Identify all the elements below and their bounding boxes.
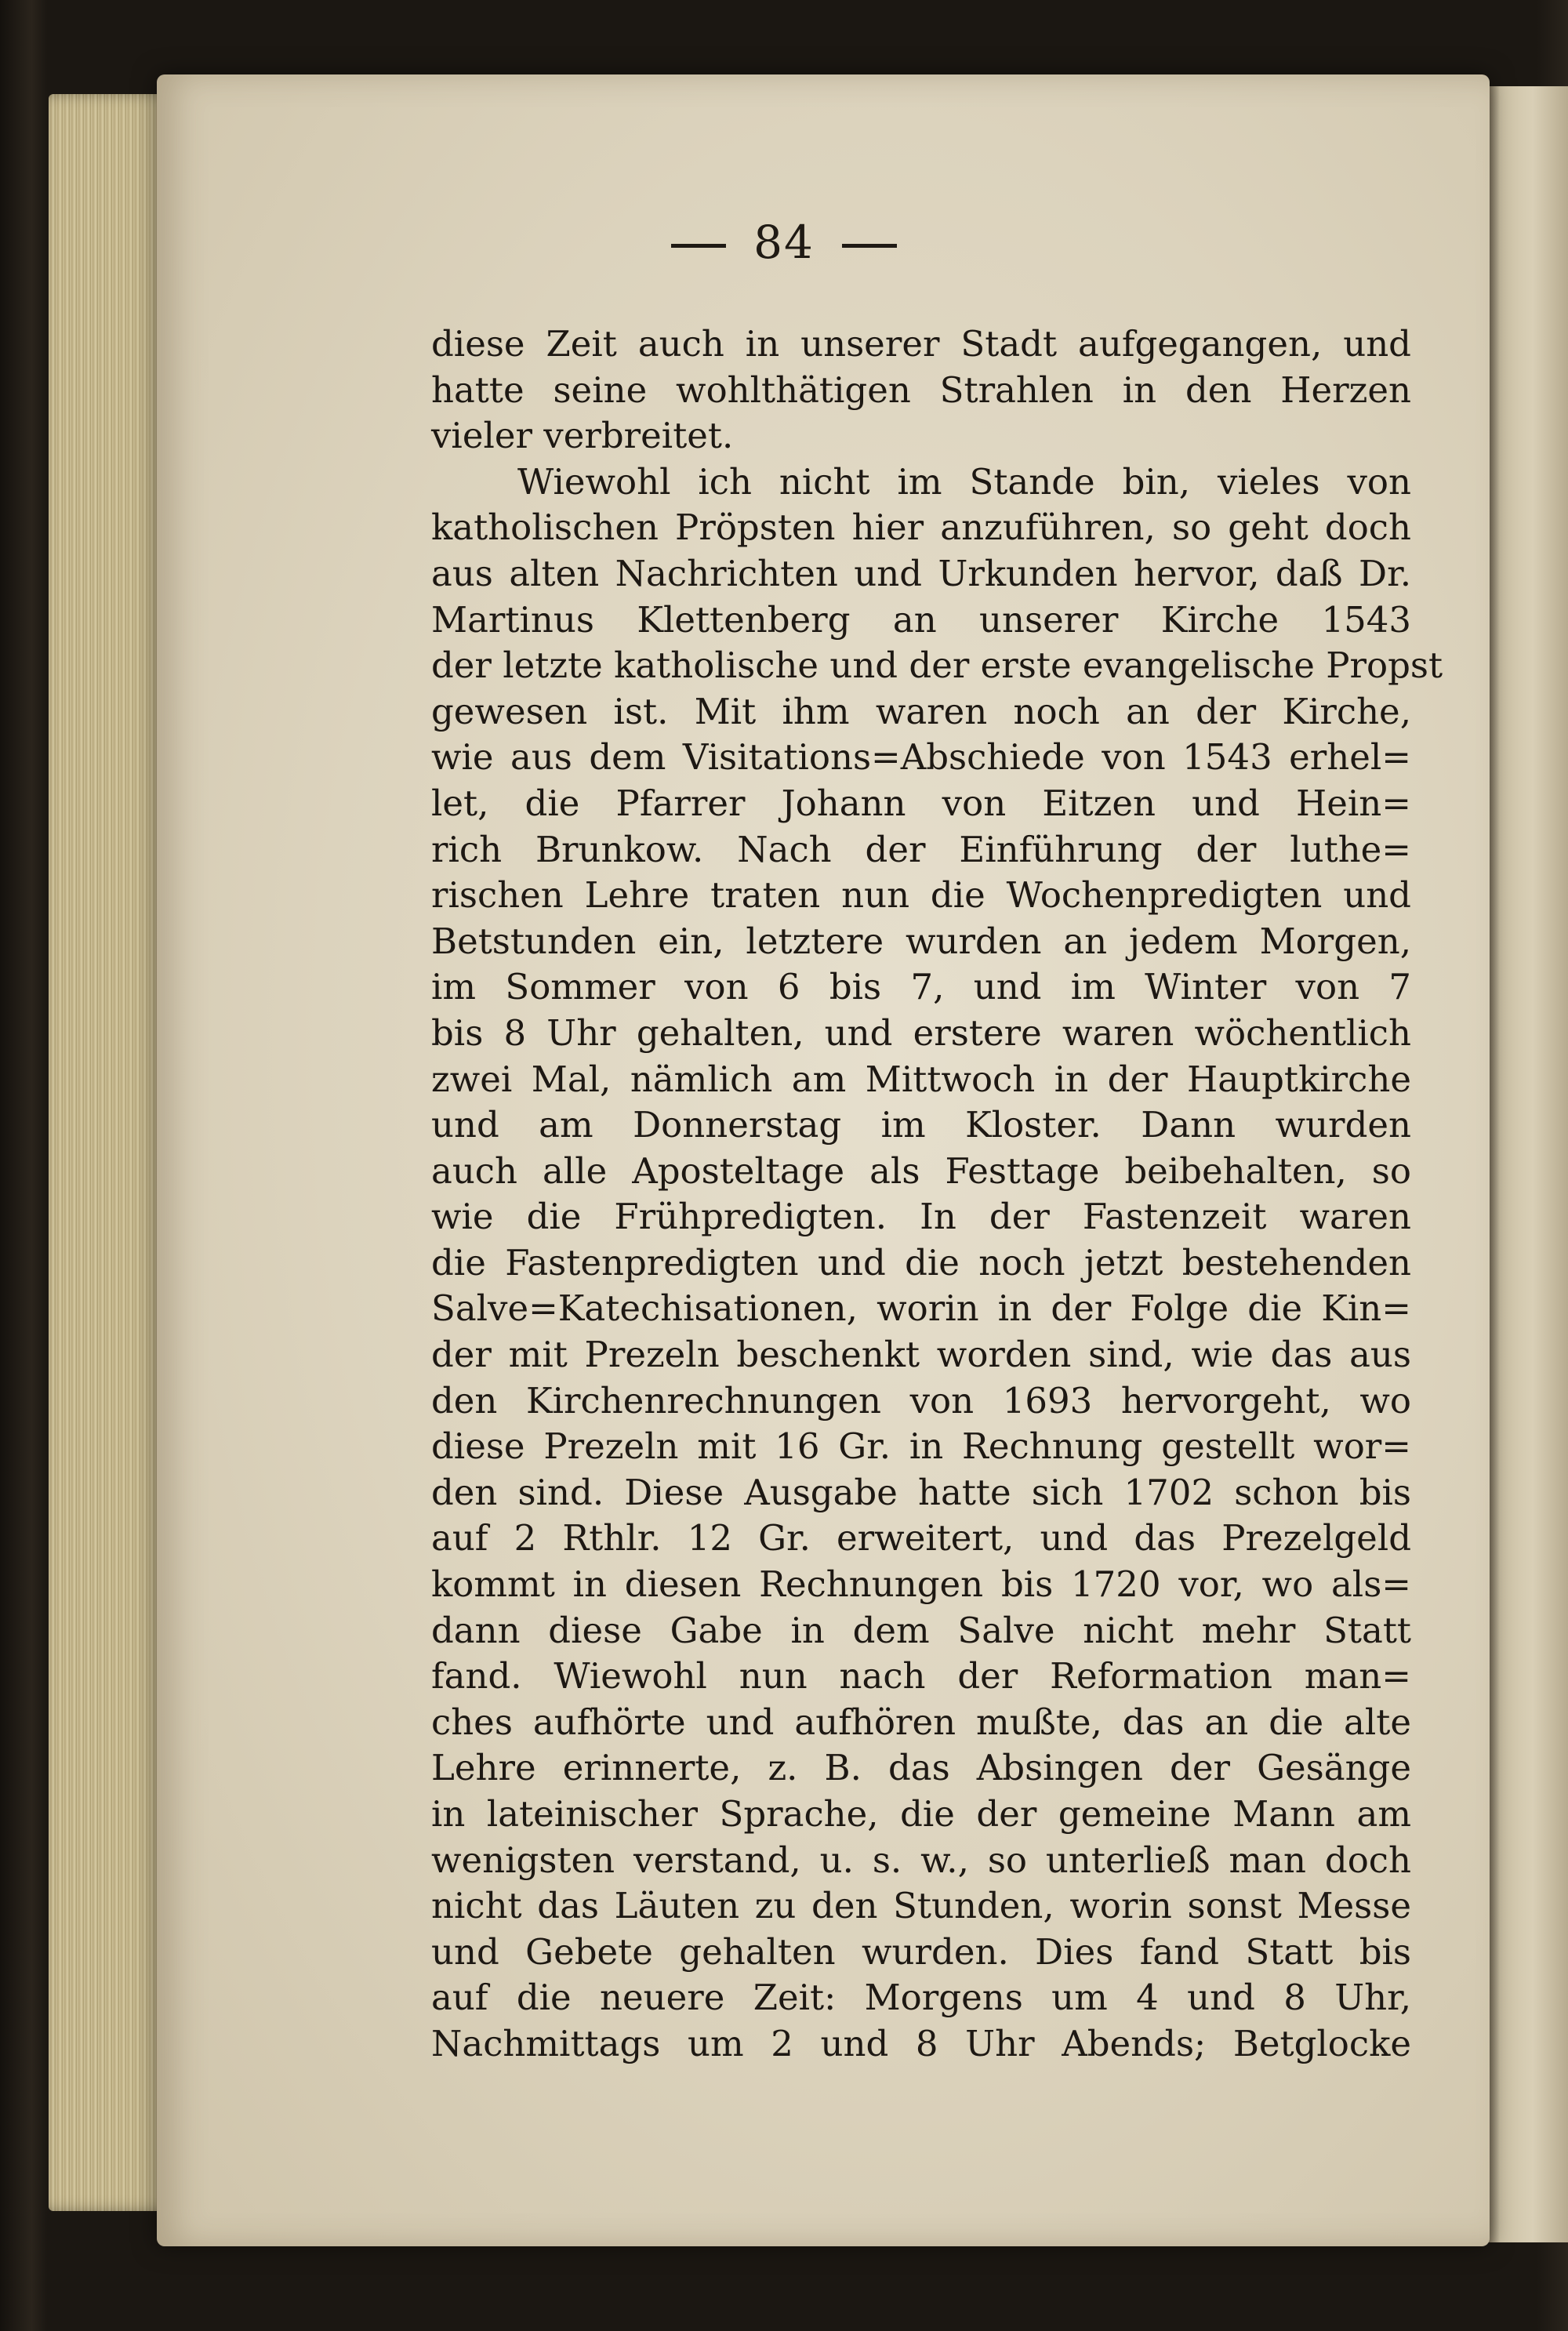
text-line: den sind. Diese Ausgabe hatte sich 1702 schon bis — [431, 1471, 1411, 1513]
text-line: der mit Prezeln beschenkt worden sind, wie das aus — [431, 1334, 1411, 1376]
text-line: bis 8 Uhr gehalten, und erstere waren wöchentlich — [431, 1011, 1411, 1054]
text-line: im Sommer von 6 bis 7, und im Winter von 7 — [431, 966, 1411, 1008]
text-line: diese Zeit auch in unserer Stadt aufgegangen, und — [431, 323, 1411, 365]
text-line: zwei Mal, nämlich am Mittwoch in der Hauptkirche — [431, 1058, 1411, 1100]
text-line: rich Brunkow. Nach der Einführung der luthe= — [431, 828, 1411, 870]
text-line: nicht das Läuten zu den Stunden, worin sonst Messe — [431, 1885, 1411, 1927]
text-line: fand. Wiewohl nun nach der Reformation man= — [431, 1655, 1411, 1697]
text-line: dann diese Gabe in dem Salve nicht mehr Statt — [431, 1609, 1411, 1651]
header-dash-right — [842, 244, 897, 248]
page-number: 84 — [753, 216, 815, 269]
text-line: Lehre erinnerte, z. B. das Absingen der Gesänge — [431, 1747, 1411, 1789]
body-text — [431, 321, 1443, 2068]
text-line: in lateinischer Sprache, die der gemeine Mann am — [431, 1793, 1411, 1835]
text-line: katholischen Pröpsten hier anzuführen, so geht doch — [431, 507, 1411, 549]
text-line: auf die neuere Zeit: Morgens um 4 und 8 Uhr, — [431, 1977, 1411, 2019]
text-line: hatte seine wohlthätigen Strahlen in den Herzen — [431, 369, 1411, 411]
text-line: und am Donnerstag im Kloster. Dann wurden — [431, 1104, 1411, 1146]
text-line: der letzte katholische und der erste evangelische Propst — [431, 644, 1443, 687]
text-line: Nachmittags um 2 und 8 Uhr Abends; Betglocke — [431, 2022, 1411, 2064]
text-line: die Fastenpredigten und die noch jetzt bestehenden — [431, 1241, 1411, 1284]
facing-page-edge — [1486, 86, 1568, 2242]
text-line: let, die Pfarrer Johann von Eitzen und Hein= — [431, 782, 1411, 824]
text-line: aus alten Nachrichten und Urkunden hervor, daß Dr. — [431, 552, 1411, 594]
text-line: gewesen ist. Mit ihm waren noch an der Kirche, — [431, 690, 1411, 732]
text-line: und Gebete gehalten wurden. Dies fand Statt bis — [431, 1930, 1411, 1973]
text-line: auch alle Aposteltage als Festtage beibehalten, so — [431, 1149, 1411, 1192]
text-line: wie aus dem Visitations=Abschiede von 1543 erhel= — [431, 736, 1411, 779]
text-line: wie die Frühpredigten. In der Fastenzeit waren — [431, 1196, 1411, 1238]
text-line: kommt in diesen Rechnungen bis 1720 vor, wo als= — [431, 1563, 1411, 1606]
text-line: ches aufhörte und aufhören mußte, das an die alte — [431, 1701, 1411, 1743]
text-line: vieler verbreitet. — [431, 415, 734, 457]
text-line: auf 2 Rthlr. 12 Gr. erweitert, und das Prezelgeld — [431, 1517, 1411, 1559]
page-header — [0, 216, 1568, 269]
text-line: wenigsten verstand, u. s. w., so unterließ man doch — [431, 1839, 1411, 1881]
text-line: Martinus Klettenberg an unserer Kirche 1543 — [431, 598, 1411, 641]
text-line: Wiewohl ich nicht im Stande bin, vieles von — [517, 460, 1411, 503]
text-line: diese Prezeln mit 16 Gr. in Rechnung gestellt wor= — [431, 1425, 1411, 1468]
text-line: den Kirchenrechnungen von 1693 hervorgeht, wo — [431, 1379, 1411, 1421]
text-line: Betstunden ein, letztere wurden an jedem Morgen, — [431, 920, 1411, 962]
header-dash-left — [671, 244, 726, 248]
text-line: rischen Lehre traten nun die Wochenpredigten und — [431, 874, 1411, 917]
text-line: Salve=Katechisationen, worin in der Folge die Kin= — [431, 1287, 1411, 1330]
